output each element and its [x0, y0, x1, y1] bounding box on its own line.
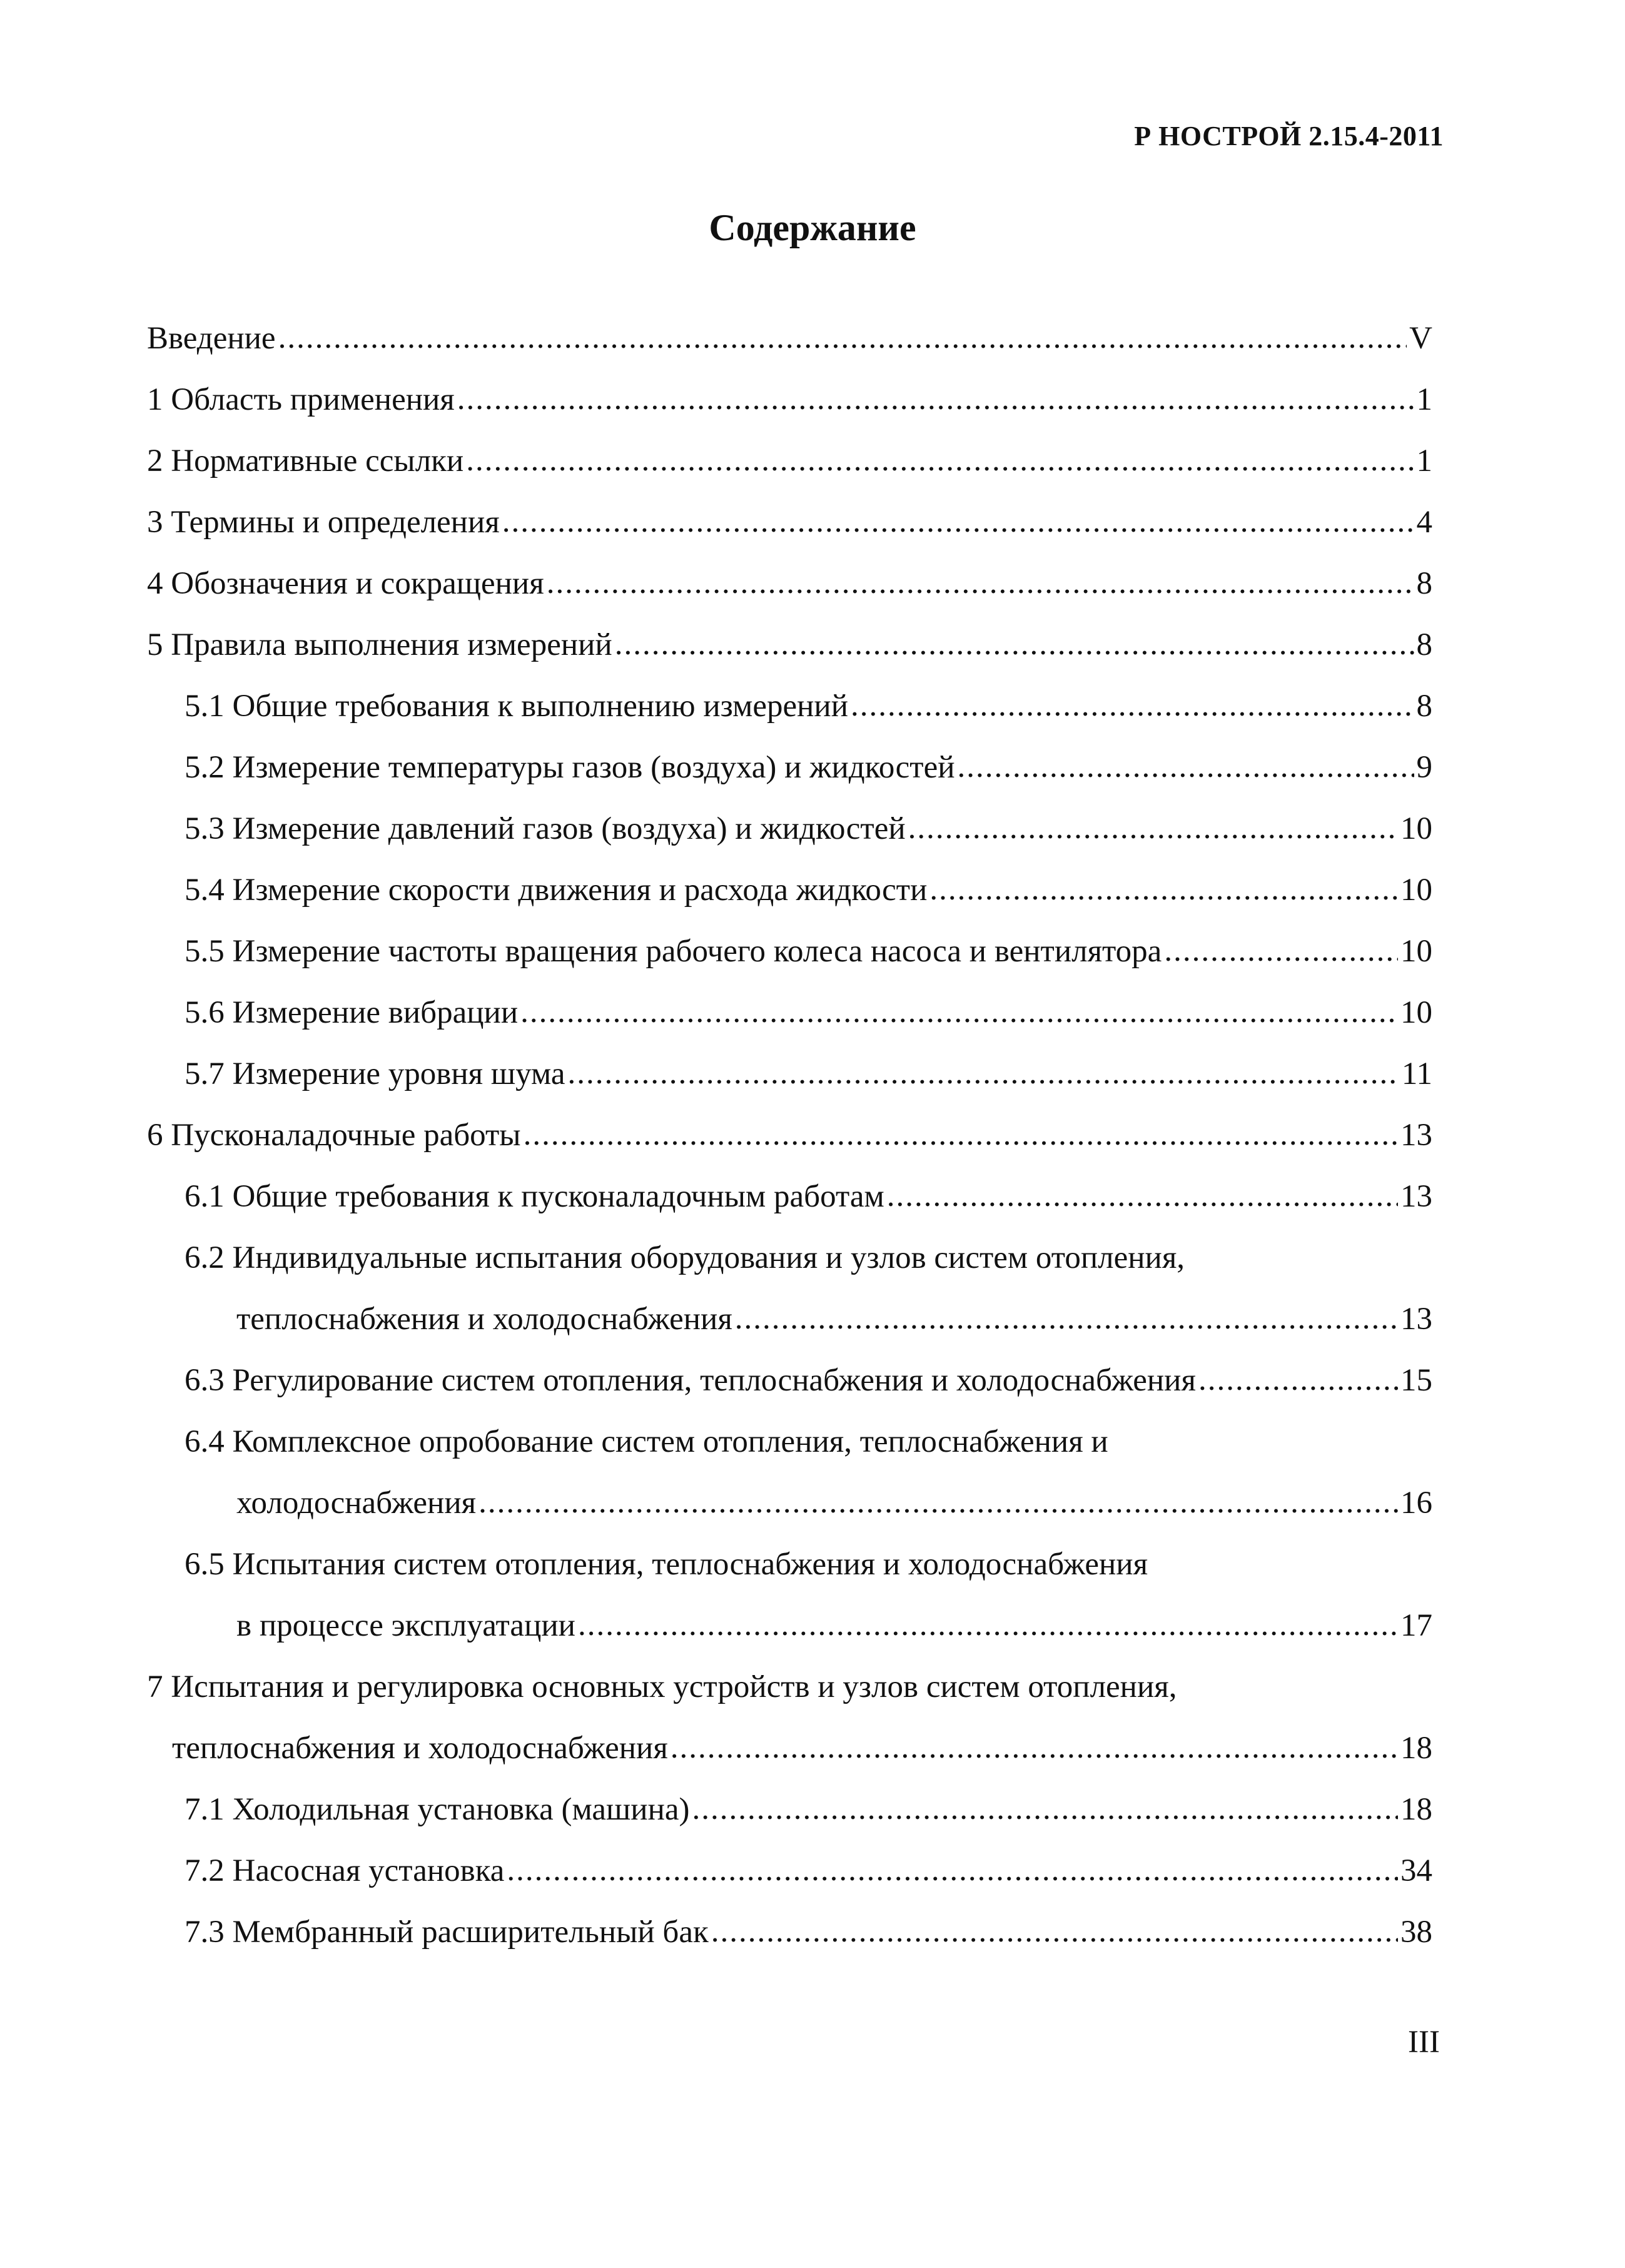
toc-entry-page: 1	[1416, 443, 1432, 478]
toc-entry-continuation	[147, 1595, 1432, 1656]
toc-entry-continuation	[147, 1288, 1432, 1350]
toc-entry-title: 5.3 Измерение давлений газов (воздуха) и жидкостей	[185, 811, 906, 846]
toc-entry	[147, 737, 1432, 798]
toc-entry	[147, 982, 1432, 1043]
toc-entry-title: 1 Область применения	[147, 382, 455, 417]
toc-dot-leader	[278, 321, 1407, 356]
toc-entry-title-continuation: теплоснабжения и холодоснабжения	[236, 1302, 732, 1337]
toc-entry-page: 15	[1400, 1363, 1432, 1398]
toc-entry-title: Введение	[147, 321, 276, 356]
toc-entry	[147, 1350, 1432, 1411]
toc-entry-page: 13	[1400, 1179, 1432, 1214]
toc-dot-leader	[958, 750, 1414, 785]
toc-entry-title: 7.1 Холодильная установка (машина)	[185, 1792, 690, 1827]
toc-entry-title: 5.7 Измерение уровня шума	[185, 1056, 565, 1091]
toc-entry-page: 4	[1416, 505, 1432, 540]
toc-entry-title-continuation: в процессе эксплуатации	[236, 1608, 575, 1643]
toc-entry-page: 11	[1401, 1056, 1432, 1091]
toc-entry-continuation	[147, 1718, 1432, 1779]
toc-dot-leader	[478, 1486, 1398, 1521]
toc-entry-title: 5.2 Измерение температуры газов (воздуха) и жидкостей	[185, 750, 955, 785]
toc-entry-page: 10	[1400, 934, 1432, 969]
toc-dot-leader	[466, 443, 1414, 478]
toc-entry-page: 18	[1400, 1792, 1432, 1827]
toc-dot-leader	[851, 689, 1414, 724]
toc-dot-leader	[457, 382, 1414, 417]
toc-entry-page: 8	[1416, 566, 1432, 601]
toc-dot-leader	[735, 1302, 1398, 1337]
toc-dot-leader	[908, 811, 1398, 846]
toc-dot-leader	[887, 1179, 1398, 1214]
toc-entry-page: 8	[1416, 627, 1432, 662]
toc-dot-leader	[1164, 934, 1398, 969]
toc-dot-leader	[692, 1792, 1398, 1827]
toc-entry-page: 1	[1416, 382, 1432, 417]
toc-entry	[147, 676, 1432, 737]
toc-entry-title: 5.5 Измерение частоты вращения рабочего колеса насоса и вентилятора	[185, 934, 1162, 969]
toc-entry	[147, 1840, 1432, 1901]
toc-entry-page: 16	[1400, 1486, 1432, 1521]
toc-entry-title: 5 Правила выполнения измерений	[147, 627, 612, 662]
toc-entry-page: 38	[1400, 1915, 1432, 1950]
toc-entry	[147, 1411, 1432, 1472]
toc-entry-page: 17	[1400, 1608, 1432, 1643]
toc-entry	[147, 1901, 1432, 1963]
toc-entry-title: 7.3 Мембранный расширительный бак	[185, 1915, 709, 1950]
toc-entry-title: 5.4 Измерение скорости движения и расхода жидкости	[185, 873, 928, 908]
toc-entry	[147, 553, 1432, 614]
toc-dot-leader	[711, 1915, 1398, 1950]
toc-entry-page: 13	[1400, 1302, 1432, 1337]
toc-entry-title: 6.4 Комплексное опробование систем отопления, теплоснабжения и	[185, 1424, 1108, 1459]
toc-entry-title: 7.2 Насосная установка	[185, 1853, 505, 1888]
toc-entry	[147, 1779, 1432, 1840]
toc-entry-title: 6.2 Индивидуальные испытания оборудования и узлов систем отопления,	[185, 1240, 1185, 1275]
toc-entry	[147, 798, 1432, 859]
toc-entry-page: 10	[1400, 995, 1432, 1030]
page-number: III	[1408, 2025, 1440, 2060]
toc-entry	[147, 921, 1432, 982]
toc-entry-title-continuation: холодоснабжения	[236, 1486, 477, 1521]
toc-entry	[147, 308, 1432, 369]
toc-entry-page: 8	[1416, 689, 1432, 724]
document-code: Р НОСТРОЙ 2.15.4-2011	[1134, 121, 1444, 151]
toc-entry	[147, 1166, 1432, 1227]
toc-dot-leader	[568, 1056, 1399, 1091]
toc-dot-leader	[929, 873, 1398, 908]
toc-entry-title: 3 Термины и определения	[147, 505, 500, 540]
toc-dot-leader	[524, 1118, 1398, 1153]
toc-dot-leader	[1198, 1363, 1398, 1398]
toc-entry-title: 6.5 Испытания систем отопления, теплоснабжения и холодоснабжения	[185, 1547, 1148, 1582]
table-of-contents	[147, 308, 1432, 1963]
toc-entry	[147, 1656, 1432, 1718]
toc-entry	[147, 492, 1432, 553]
toc-entry-title: 5.6 Измерение вибрации	[185, 995, 519, 1030]
toc-entry-title: 7 Испытания и регулировка основных устройств и узлов систем отопления,	[147, 1669, 1177, 1704]
toc-entry-page: 13	[1400, 1118, 1432, 1153]
toc-entry-continuation	[147, 1472, 1432, 1534]
toc-entry	[147, 1227, 1432, 1288]
toc-dot-leader	[547, 566, 1414, 601]
toc-entry-page: 9	[1416, 750, 1432, 785]
toc-dot-leader	[578, 1608, 1398, 1643]
toc-entry-title: 6.3 Регулирование систем отопления, теплоснабжения и холодоснабжения	[185, 1363, 1196, 1398]
toc-entry	[147, 859, 1432, 921]
toc-entry	[147, 614, 1432, 676]
toc-entry-page: V	[1409, 321, 1432, 356]
toc-entry-title: 6 Пусконаладочные работы	[147, 1118, 521, 1153]
page-title: Содержание	[709, 207, 916, 248]
toc-entry-page: 10	[1400, 811, 1432, 846]
toc-dot-leader	[507, 1853, 1398, 1888]
toc-entry-title: 4 Обозначения и сокращения	[147, 566, 544, 601]
toc-entry-title-continuation: теплоснабжения и холодоснабжения	[172, 1731, 668, 1766]
toc-entry-page: 18	[1400, 1731, 1432, 1766]
toc-entry	[147, 369, 1432, 430]
toc-entry-title: 6.1 Общие требования к пусконаладочным работам	[185, 1179, 884, 1214]
toc-dot-leader	[671, 1731, 1398, 1766]
toc-entry-page: 34	[1400, 1853, 1432, 1888]
toc-entry	[147, 1105, 1432, 1166]
toc-dot-leader	[615, 627, 1414, 662]
toc-entry	[147, 1043, 1432, 1105]
toc-entry-title: 5.1 Общие требования к выполнению измерений	[185, 689, 849, 724]
toc-entry	[147, 1534, 1432, 1595]
toc-dot-leader	[502, 505, 1414, 540]
toc-entry-title: 2 Нормативные ссылки	[147, 443, 464, 478]
toc-dot-leader	[520, 995, 1398, 1030]
toc-entry	[147, 430, 1432, 492]
toc-entry-page: 10	[1400, 873, 1432, 908]
